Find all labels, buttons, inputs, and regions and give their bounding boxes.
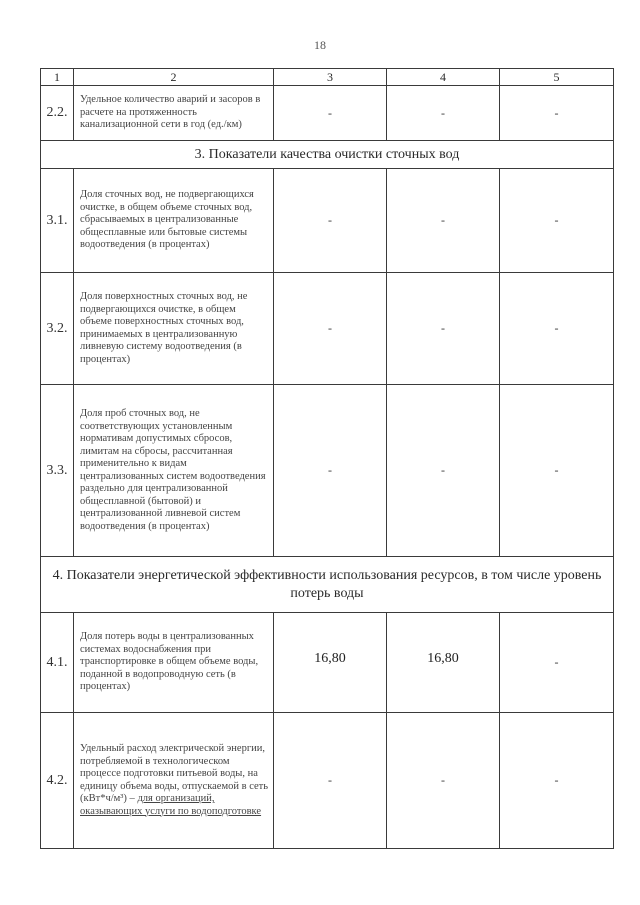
table-row	[41, 385, 614, 557]
value-cell: -	[500, 86, 614, 141]
row-description: Доля потерь воды в централизованных системах водоснабжения при транспортировке в общем объеме воды, поданной в водопроводную сеть (в процентах)	[74, 613, 274, 713]
row-description	[74, 713, 274, 849]
value-cell: -	[387, 169, 500, 273]
value-cell: -	[500, 385, 614, 557]
section-title: 3. Показатели качества очистки сточных вод	[41, 141, 614, 169]
row-description: Доля поверхностных сточных вод, не подвергающихся очистке, в общем объеме поверхностных сточных вод, принимаемых в централизованную ливневую систему водоотведения (в процентах)	[74, 273, 274, 385]
row-number: 4.2.	[41, 713, 74, 849]
description-underlined: для организаций, оказывающих услуги по водоподготовке	[80, 793, 262, 817]
row-number: 4.1.	[41, 613, 74, 713]
section-row	[41, 141, 614, 169]
table-row	[41, 86, 614, 141]
column-header: 1	[41, 69, 74, 86]
value-cell: -	[500, 273, 614, 385]
value-cell: -	[500, 713, 614, 849]
value-cell: 16,80	[274, 613, 387, 713]
value-cell: -	[500, 169, 614, 273]
value-cell: -	[274, 86, 387, 141]
column-header: 2	[74, 69, 274, 86]
value-cell: -	[387, 385, 500, 557]
row-description: Доля сточных вод, не подвергающихся очистке, в общем объеме сточных вод, сбрасываемых в централизованные общесплавные или бытовые системы водоотведения (в процентах)	[74, 169, 274, 273]
table-row	[41, 613, 614, 713]
value-cell: -	[387, 713, 500, 849]
value-cell: -	[274, 713, 387, 849]
row-description: Удельное количество аварий и засоров в расчете на протяженность канализационной сети в год (ед./км)	[74, 86, 274, 141]
row-number: 3.3.	[41, 385, 74, 557]
column-header: 4	[387, 69, 500, 86]
value-cell: -	[387, 273, 500, 385]
row-number: 3.1.	[41, 169, 74, 273]
row-description: Доля проб сточных вод, не соответствующих установленным нормативам допустимых сбросов, лимитам на сбросы, рассчитанная применительно к видам централизованных систем водоотведения раздельно для централизованной общесплавной (бытовой) и централизованной ливневой систем водоотведения (в процентах)	[74, 385, 274, 557]
section-title: 4. Показатели энергетической эффективности использования ресурсов, в том числе уровень потерь воды	[41, 557, 614, 613]
row-number: 3.2.	[41, 273, 74, 385]
column-header: 5	[500, 69, 614, 86]
value-cell: -	[500, 613, 614, 713]
table-row	[41, 169, 614, 273]
value-cell: 16,80	[387, 613, 500, 713]
page-number: 18	[314, 38, 326, 52]
row-number: 2.2.	[41, 86, 74, 141]
column-header: 3	[274, 69, 387, 86]
description-text: Удельный расход электрической энергии, потребляемой в технологическом процессе подготовки питьевой воды, на единицу объема воды, отпускаемой в сеть (кВт*ч/м³) –	[80, 743, 269, 804]
table-row	[41, 273, 614, 385]
section-row	[41, 557, 614, 613]
value-cell: -	[274, 385, 387, 557]
table-header-row	[41, 69, 614, 86]
value-cell: -	[274, 273, 387, 385]
indicators-table	[40, 68, 614, 849]
table-row	[41, 713, 614, 849]
value-cell: -	[274, 169, 387, 273]
value-cell: -	[387, 86, 500, 141]
